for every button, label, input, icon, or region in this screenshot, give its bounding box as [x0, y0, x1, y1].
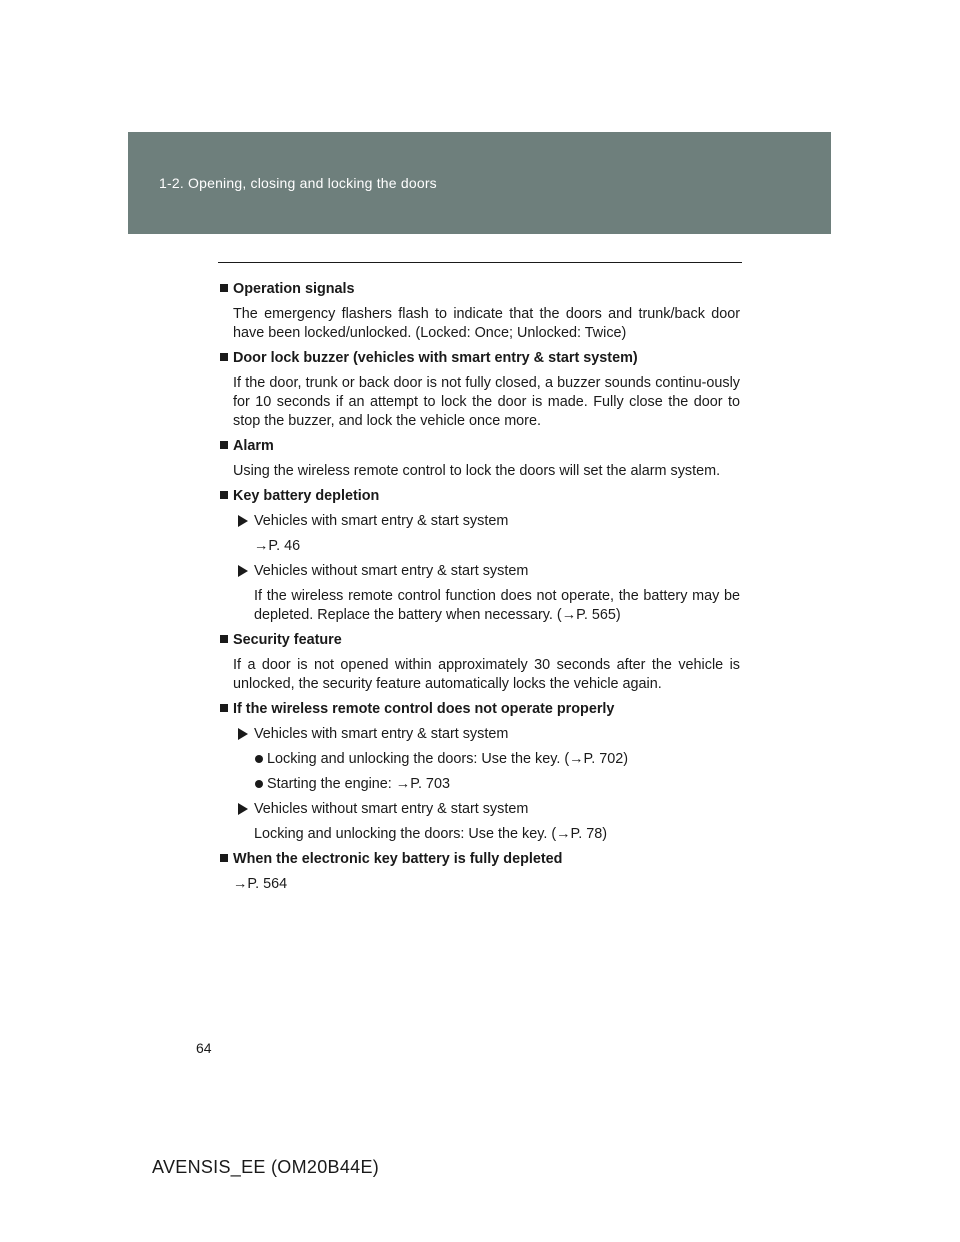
- round-bullet-icon: [255, 780, 263, 788]
- square-bullet-icon: [220, 635, 228, 643]
- condition-smart-entry: Vehicles with smart entry & start system: [220, 725, 740, 744]
- square-bullet-icon: [220, 704, 228, 712]
- heading-alarm: Alarm: [220, 437, 740, 456]
- list-item: Locking and unlocking the doors: Use the key. (→P. 702): [220, 750, 740, 769]
- heading-remote-not-operating: If the wireless remote control does not operate properly: [220, 700, 740, 719]
- square-bullet-icon: [220, 441, 228, 449]
- page-reference: →P. 46: [254, 538, 301, 554]
- paragraph-key-battery-no-smart: If the wireless remote control function does not operate, the battery may be depleted. Replace the battery when necessary. (→P. 565): [254, 588, 740, 623]
- heading-door-lock-buzzer: Door lock buzzer (vehicles with smart entry & start system): [220, 349, 740, 368]
- section-divider: [218, 262, 742, 263]
- paragraph-security-feature: If a door is not opened within approximately 30 seconds after the vehicle is unlocked, the security feature automatically locks the vehicle again.: [233, 657, 740, 692]
- square-bullet-icon: [220, 491, 228, 499]
- document-code: AVENSIS_EE (OM20B44E): [152, 1157, 380, 1177]
- heading-key-battery-depletion: Key battery depletion: [220, 487, 740, 506]
- square-bullet-icon: [220, 854, 228, 862]
- page-number: 64: [196, 1040, 212, 1056]
- triangle-bullet-icon: [238, 728, 248, 740]
- paragraph-remote-no-smart: Locking and unlocking the doors: Use the key. (→P. 78): [254, 826, 608, 842]
- square-bullet-icon: [220, 284, 228, 292]
- square-bullet-icon: [220, 353, 228, 361]
- heading-key-fully-depleted: When the electronic key battery is fully depleted: [220, 850, 740, 869]
- paragraph-alarm: Using the wireless remote control to lock the doors will set the alarm system.: [233, 463, 721, 479]
- round-bullet-icon: [255, 755, 263, 763]
- triangle-bullet-icon: [238, 803, 248, 815]
- triangle-bullet-icon: [238, 515, 248, 527]
- condition-no-smart-entry: Vehicles without smart entry & start system: [220, 800, 740, 819]
- page-content: [220, 280, 740, 900]
- page-reference: →P. 564: [233, 876, 288, 892]
- triangle-bullet-icon: [238, 565, 248, 577]
- heading-security-feature: Security feature: [220, 631, 740, 650]
- heading-operation-signals: Operation signals: [220, 280, 740, 299]
- paragraph-door-lock-buzzer: If the door, trunk or back door is not fully closed, a buzzer sounds continu-ously for 10 seconds if an attempt to lock the door is made. Fully close the door to stop the buzzer, and lock the vehicle once more.: [233, 375, 740, 429]
- condition-no-smart-entry: Vehicles without smart entry & start system: [220, 562, 740, 581]
- paragraph-operation-signals: The emergency flashers flash to indicate that the doors and trunk/back door have been locked/unlocked. (Locked: Once; Unlocked: Twice): [233, 306, 740, 341]
- condition-smart-entry: Vehicles with smart entry & start system: [220, 512, 740, 531]
- chapter-title: 1-2. Opening, closing and locking the doors: [159, 175, 437, 191]
- list-item: Starting the engine: →P. 703: [220, 775, 740, 794]
